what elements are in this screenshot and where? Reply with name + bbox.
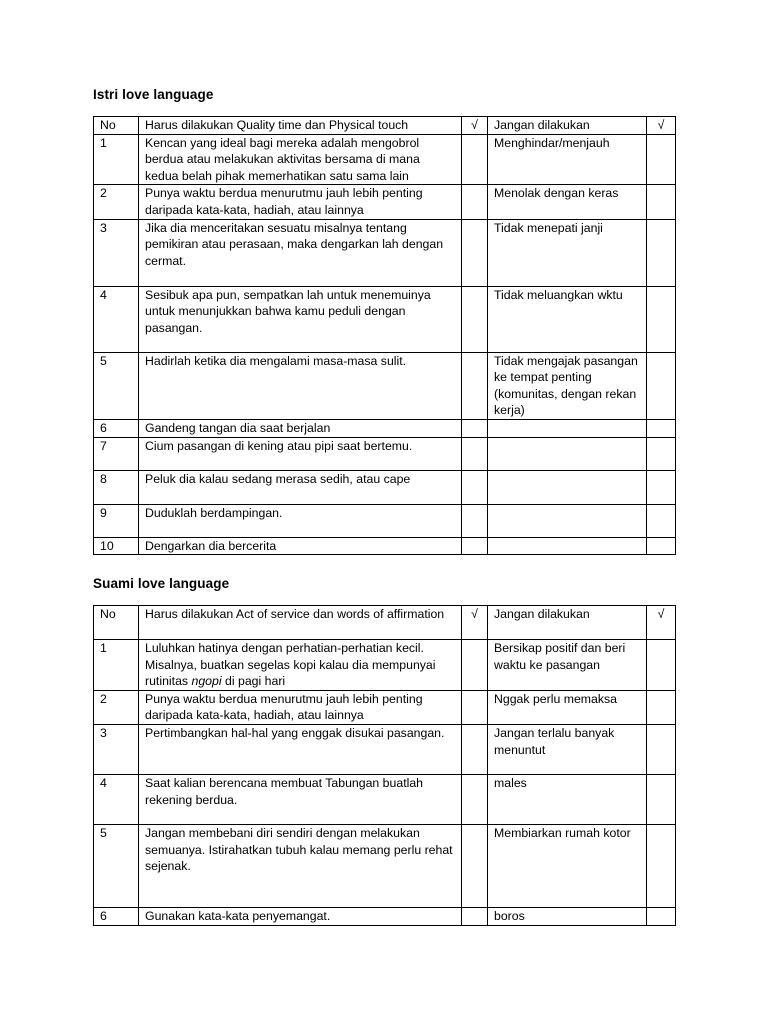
- row-number: 4: [94, 286, 139, 352]
- header-check-mark: √: [462, 117, 488, 135]
- row-number: 7: [94, 437, 139, 470]
- row-jangan-dilakukan: [488, 470, 647, 504]
- row-jangan-dilakukan: Jangan terlalu banyak menuntut: [488, 724, 647, 774]
- header-jangan-dilakukan: Jangan dilakukan: [488, 606, 647, 640]
- row-harus-dilakukan: Punya waktu berdua menurutmu jauh lebih penting daripada kata-kata, hadiah, atau lainnya: [139, 185, 462, 219]
- row-number: 4: [94, 774, 139, 824]
- istri-love-language-table: [93, 116, 676, 555]
- row-harus-dilakukan: Jangan membebani diri sendiri dengan melakukan semuanya. Istirahatkan tubuh kalau memang perlu rehat sejenak.: [139, 824, 462, 907]
- row-jangan-dilakukan: Tidak meluangkan wktu: [488, 286, 647, 352]
- row-text-italic: ngopi: [191, 674, 222, 689]
- row-check-cell: [647, 437, 676, 470]
- table-row: [94, 690, 676, 724]
- table-row: [94, 134, 676, 185]
- table-row: [94, 640, 676, 691]
- row-number: 5: [94, 824, 139, 907]
- row-harus-dilakukan: Cium pasangan di kening atau pipi saat bertemu.: [139, 437, 462, 470]
- row-harus-dilakukan: Sesibuk apa pun, sempatkan lah untuk menemuinya untuk menunjukkan bahwa kamu peduli dengan pasangan.: [139, 286, 462, 352]
- row-harus-dilakukan: Kencan yang ideal bagi mereka adalah mengobrol berdua atau melakukan aktivitas bersama di mana kedua belah pihak memerhatikan satu sama lain: [139, 134, 462, 185]
- row-harus-dilakukan: [139, 640, 462, 691]
- table-row: [94, 419, 676, 437]
- row-jangan-dilakukan: [488, 537, 647, 555]
- row-number: 8: [94, 470, 139, 504]
- row-harus-dilakukan: Dengarkan dia bercerita: [139, 537, 462, 555]
- table-row: [94, 774, 676, 824]
- row-harus-dilakukan: Punya waktu berdua menurutmu jauh lebih penting daripada kata-kata, hadiah, atau lainnya: [139, 690, 462, 724]
- row-jangan-dilakukan: [488, 504, 647, 537]
- row-check-cell: [647, 774, 676, 824]
- row-number: 3: [94, 219, 139, 286]
- row-check-cell: [647, 219, 676, 286]
- row-number: 1: [94, 134, 139, 185]
- row-check-cell: [647, 907, 676, 925]
- table-row: [94, 504, 676, 537]
- row-jangan-dilakukan: Bersikap positif dan beri waktu ke pasangan: [488, 640, 647, 691]
- row-number: 1: [94, 640, 139, 691]
- row-jangan-dilakukan: Membiarkan rumah kotor: [488, 824, 647, 907]
- row-harus-dilakukan: Jika dia menceritakan sesuatu misalnya tentang pemikiran atau perasaan, maka dengarkan lah dengan cermat.: [139, 219, 462, 286]
- row-check-cell: [647, 470, 676, 504]
- row-check-cell: [462, 824, 488, 907]
- table-row: [94, 219, 676, 286]
- row-check-cell: [647, 504, 676, 537]
- header-no: No: [94, 117, 139, 135]
- row-check-cell: [647, 640, 676, 691]
- row-jangan-dilakukan: Tidak menepati janji: [488, 219, 647, 286]
- row-number: 9: [94, 504, 139, 537]
- row-check-cell: [647, 185, 676, 219]
- header-no: No: [94, 606, 139, 640]
- row-check-cell: [647, 352, 676, 419]
- row-check-cell: [647, 286, 676, 352]
- row-check-cell: [462, 907, 488, 925]
- table-row: [94, 470, 676, 504]
- row-number: 3: [94, 724, 139, 774]
- row-check-cell: [462, 690, 488, 724]
- row-jangan-dilakukan: [488, 419, 647, 437]
- row-harus-dilakukan: Hadirlah ketika dia mengalami masa-masa sulit.: [139, 352, 462, 419]
- header-check-mark: √: [647, 117, 676, 135]
- row-text-part: di pagi hari: [221, 674, 286, 689]
- suami-section-title: Suami love language: [93, 576, 230, 591]
- row-number: 10: [94, 537, 139, 555]
- row-harus-dilakukan: Gunakan kata-kata penyemangat.: [139, 907, 462, 925]
- row-check-cell: [462, 470, 488, 504]
- table-row: [94, 352, 676, 419]
- row-check-cell: [462, 134, 488, 185]
- row-number: 6: [94, 907, 139, 925]
- row-harus-dilakukan: Saat kalian berencana membuat Tabungan buatlah rekening berdua.: [139, 774, 462, 824]
- suami-love-language-table: [93, 605, 676, 926]
- table-row: [94, 437, 676, 470]
- row-check-cell: [647, 724, 676, 774]
- row-jangan-dilakukan: Menghindar/menjauh: [488, 134, 647, 185]
- table-header-row: [94, 606, 676, 640]
- row-jangan-dilakukan: Nggak perlu memaksa: [488, 690, 647, 724]
- table-row: [94, 724, 676, 774]
- row-check-cell: [462, 504, 488, 537]
- row-check-cell: [647, 824, 676, 907]
- header-harus-dilakukan: Harus dilakukan Quality time dan Physical touch: [139, 117, 462, 135]
- row-harus-dilakukan: Gandeng tangan dia saat berjalan: [139, 419, 462, 437]
- row-check-cell: [647, 537, 676, 555]
- row-harus-dilakukan: Duduklah berdampingan.: [139, 504, 462, 537]
- row-check-cell: [462, 419, 488, 437]
- row-jangan-dilakukan: [488, 437, 647, 470]
- row-number: 6: [94, 419, 139, 437]
- header-jangan-dilakukan: Jangan dilakukan: [488, 117, 647, 135]
- row-check-cell: [647, 690, 676, 724]
- row-text-part: Luluhkan hatinya dengan perhatian-perhatian kecil. Misalnya, buatkan segelas kopi kalau dia mempunyai rutinitas: [145, 641, 436, 689]
- row-check-cell: [462, 640, 488, 691]
- row-harus-dilakukan: Pertimbangkan hal-hal yang enggak disukai pasangan.: [139, 724, 462, 774]
- table-row: [94, 185, 676, 219]
- row-check-cell: [462, 286, 488, 352]
- row-number: 2: [94, 185, 139, 219]
- table-row: [94, 286, 676, 352]
- header-check-mark: √: [647, 606, 676, 640]
- table-header-row: [94, 117, 676, 135]
- row-check-cell: [462, 219, 488, 286]
- table-row: [94, 537, 676, 555]
- row-check-cell: [462, 537, 488, 555]
- row-check-cell: [462, 352, 488, 419]
- row-check-cell: [462, 774, 488, 824]
- row-number: 2: [94, 690, 139, 724]
- row-jangan-dilakukan: Tidak mengajak pasangan ke tempat penting (komunitas, dengan rekan kerja): [488, 352, 647, 419]
- row-check-cell: [462, 185, 488, 219]
- istri-section-title: Istri love language: [93, 87, 214, 102]
- row-jangan-dilakukan: boros: [488, 907, 647, 925]
- row-number: 5: [94, 352, 139, 419]
- row-check-cell: [647, 419, 676, 437]
- table-row: [94, 907, 676, 925]
- table-row: [94, 824, 676, 907]
- row-harus-dilakukan: Peluk dia kalau sedang merasa sedih, atau cape: [139, 470, 462, 504]
- header-check-mark: √: [462, 606, 488, 640]
- row-check-cell: [462, 724, 488, 774]
- row-jangan-dilakukan: Menolak dengan keras: [488, 185, 647, 219]
- row-jangan-dilakukan: males: [488, 774, 647, 824]
- row-check-cell: [647, 134, 676, 185]
- header-harus-dilakukan: Harus dilakukan Act of service dan words of affirmation: [139, 606, 462, 640]
- row-check-cell: [462, 437, 488, 470]
